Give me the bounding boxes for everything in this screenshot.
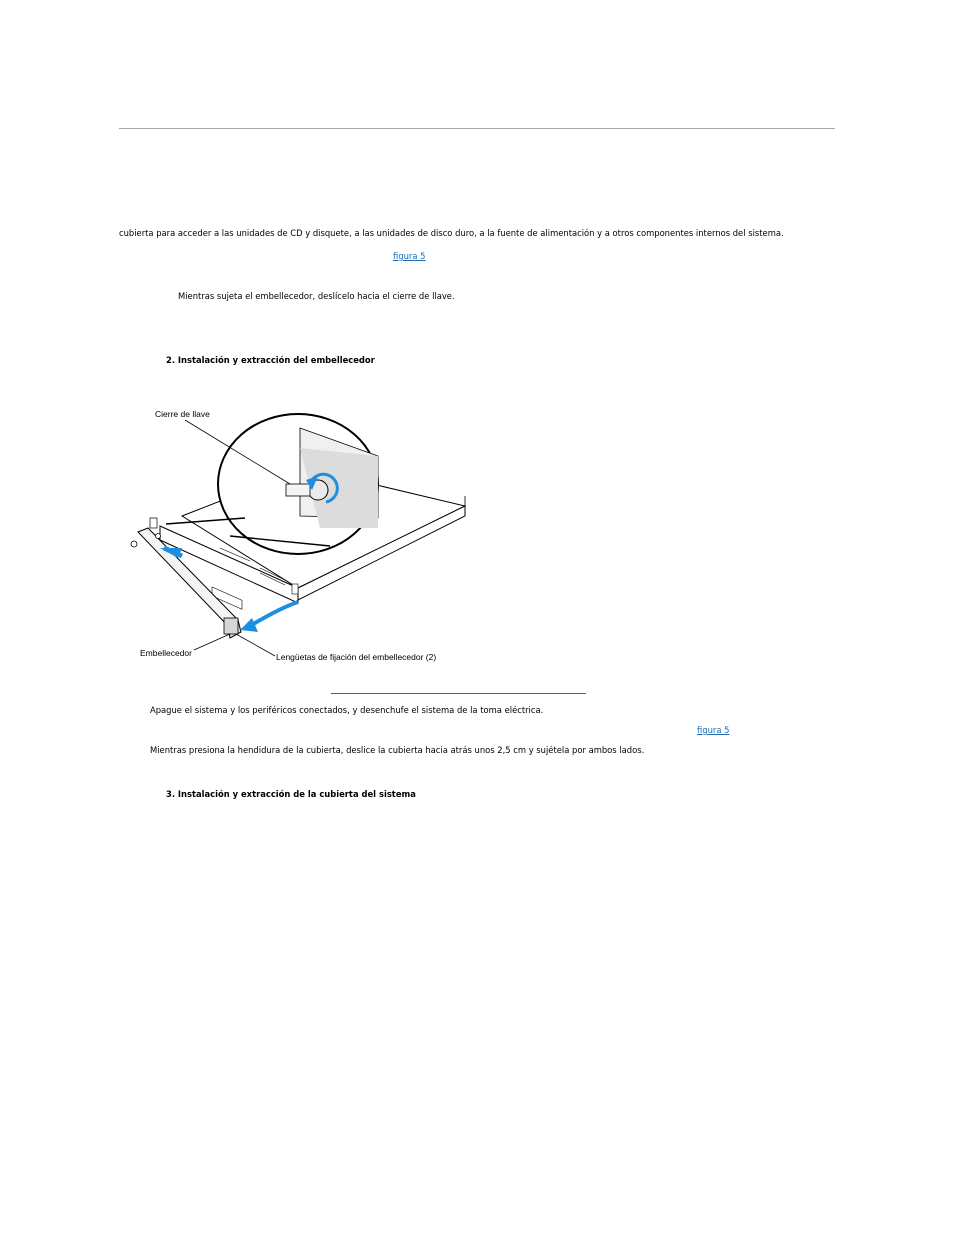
intro-paragraph: cubierta para acceder a las unidades de CD y disquete, a las unidades de disco duro, a la fuente de alimentación y a otros componentes internos del sistema. xyxy=(119,228,784,238)
horizontal-rule xyxy=(119,128,835,129)
link-underline xyxy=(331,693,586,694)
label-bezel: Embellecedor xyxy=(140,648,192,658)
bezel-tab xyxy=(224,618,238,634)
figure-5-link[interactable]: figura 5 xyxy=(393,251,426,261)
bezel-illustration xyxy=(120,398,480,666)
figure-5-link-2[interactable]: figura 5 xyxy=(697,725,730,735)
step-slide-bezel: Mientras sujeta el embellecedor, deslícelo hacia el cierre de llave. xyxy=(178,291,455,301)
label-tabs: Lengüetas de fijación del embellecedor (2) xyxy=(276,652,437,662)
tab-arrow xyxy=(250,602,298,626)
figure-3-caption: 3. Instalación y extracción de la cubierta del sistema xyxy=(166,789,416,799)
step-press-latch: Mientras presiona la hendidura de la cubierta, deslice la cubierta hacia atrás unos 2,5 cm y sujétela por ambos lados. xyxy=(150,745,645,755)
step-power-off: Apague el sistema y los periféricos conectados, y desenchufe el sistema de la toma eléctrica. xyxy=(150,705,544,715)
label-key-lock: Cierre de llave xyxy=(155,409,210,419)
figure-2-caption: 2. Instalación y extracción del embellecedor xyxy=(166,355,375,365)
